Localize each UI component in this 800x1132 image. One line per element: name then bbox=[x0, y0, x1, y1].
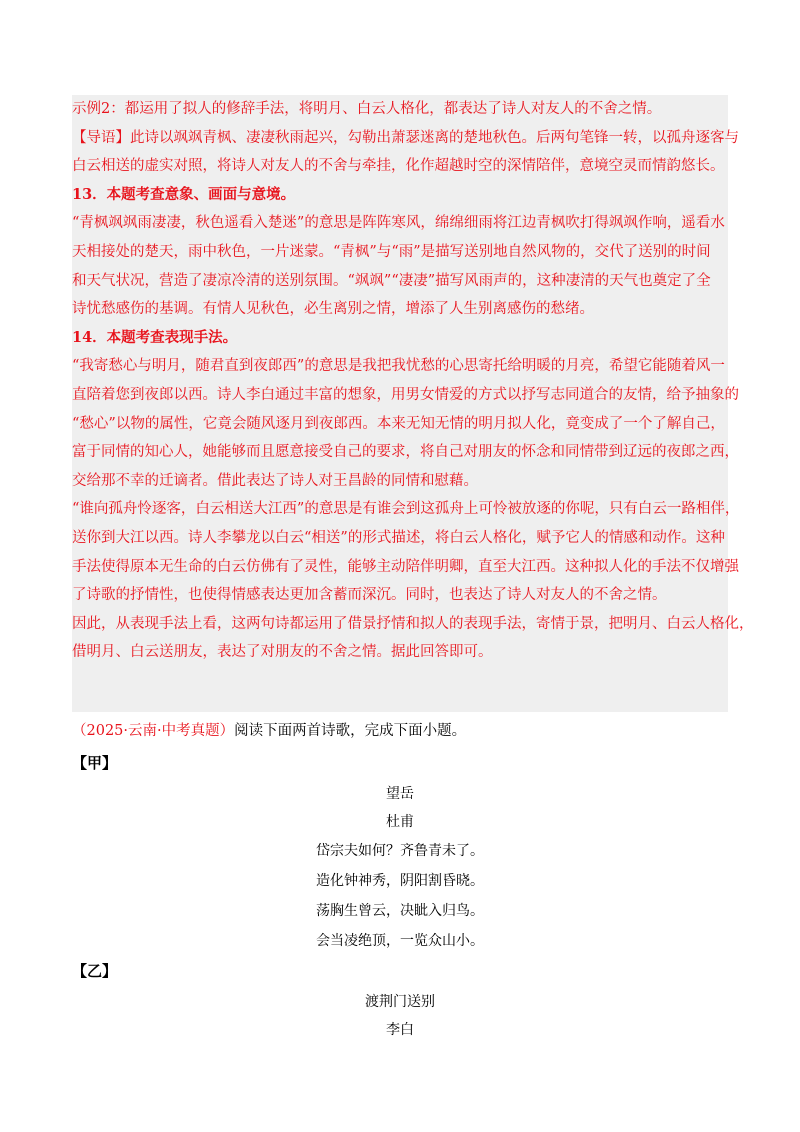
poem-a-line: 岱宗夫如何？齐鲁青未了。 bbox=[316, 843, 484, 859]
answer-line: 手法使得原本无生命的白云仿佛有了灵性，能够主动陪伴明卿，直至大江西。这种拟人化的手法不仅增强 bbox=[72, 558, 739, 575]
answer-line: “愁心”以物的属性，它竟会随风逐月到夜郎西。本来无知无情的明月拟人化，竟变成了一个了解自己， bbox=[72, 415, 725, 432]
poem-a-author: 杜甫 bbox=[386, 814, 414, 830]
answer-line: 因此，从表现手法上看，这两句诗都运用了借景抒情和拟人的表现手法，寄情于景，把明月、白云人格化， bbox=[72, 615, 754, 632]
answer-line: 14．本题考查表现手法。 bbox=[72, 328, 238, 346]
poem-a-line: 造化钟神秀，阴阳割昏晓。 bbox=[316, 873, 484, 889]
question-instruction: 阅读下面两首诗歌，完成下面小题。 bbox=[234, 723, 467, 739]
poem-b-title: 渡荆门送别 bbox=[365, 994, 435, 1010]
poem-a-line: 会当凌绝顶，一览众山小。 bbox=[316, 933, 484, 949]
poem-b-label: 【乙】 bbox=[72, 962, 118, 980]
answer-line: 示例2：都运用了拟人的修辞手法，将明月、白云人格化，都表达了诗人对友人的不舍之情。 bbox=[72, 101, 662, 117]
answer-line: 交给那不幸的迁谪者。借此表达了诗人对王昌龄的同情和慰藉。 bbox=[72, 472, 478, 489]
question-source: （2025·云南·中考真题） bbox=[72, 723, 235, 739]
poem-a-line: 荡胸生曾云，决眦入归鸟。 bbox=[316, 903, 484, 919]
answer-line: 直陪着您到夜郎以西。诗人李白通过丰富的想象，用男女情爱的方式以抒写志同道合的友情，给予抽象的 bbox=[72, 386, 739, 403]
answer-line: 天相接处的楚天，雨中秋色，一片迷蒙。“青枫”与“雨”是描写送别地自然风物的，交代了送别的时间 bbox=[72, 243, 711, 260]
answer-analysis-block bbox=[72, 95, 754, 712]
answer-line: 富于同情的知心人，她能够而且愿意接受自己的要求，将自己对朋友的怀念和同情带到辽远的夜郎之西， bbox=[72, 444, 739, 461]
answer-line: 诗忧愁感伤的基调。有情人见秋色，必生离别之情，增添了人生别离感伤的愁绪。 bbox=[72, 301, 594, 318]
answer-line: 送你到大江以西。诗人李攀龙以白云“相送”的形式描述，将白云人格化，赋予它人的情感和动作。这种 bbox=[72, 529, 725, 546]
answer-line: 【导语】此诗以飒飒青枫、凄凄秋雨起兴，勾勒出萧瑟迷离的楚地秋色。后两句笔锋一转，以孤舟逐客与 bbox=[72, 129, 739, 146]
poem-a-label: 【甲】 bbox=[72, 754, 118, 772]
question-prompt bbox=[72, 720, 466, 742]
answer-line: 了诗歌的抒情性，也使得情感表达更加含蓄而深沉。同时，也表达了诗人对友人的不舍之情。 bbox=[72, 587, 667, 604]
answer-line: “青枫飒飒雨凄凄，秋色遥看入楚迷”的意思是阵阵寒风，绵绵细雨将江边青枫吹打得飒飒作响，遥看水 bbox=[72, 215, 725, 232]
answer-lines bbox=[72, 95, 754, 667]
answer-line: 白云相送的虚实对照，将诗人对友人的不舍与牵挂，化作超越时空的深情陪伴，意境空灵而情韵悠长。 bbox=[72, 158, 725, 175]
answer-line: 借明月、白云送朋友，表达了对朋友的不舍之情。据此回答即可。 bbox=[72, 644, 493, 661]
poem-b-author: 李白 bbox=[386, 1022, 414, 1038]
poem-a-title: 望岳 bbox=[386, 786, 414, 802]
answer-line: 和天气状况，营造了凄凉冷清的送别氛围。“飒飒”“凄凄”描写风雨声的，这种凄清的天气也奠定了全 bbox=[72, 272, 711, 289]
answer-line: 13．本题考查意象、画面与意境。 bbox=[72, 185, 296, 203]
answer-line: “我寄愁心与明月，随君直到夜郎西”的意思是我把我忧愁的心思寄托给明暖的月亮，希望它能随着风一 bbox=[72, 358, 725, 375]
answer-line: “谁向孤舟怜逐客，白云相送大江西”的意思是有谁会到这孤舟上可怜被放逐的你呢，只有白云一路相伴， bbox=[72, 501, 740, 518]
